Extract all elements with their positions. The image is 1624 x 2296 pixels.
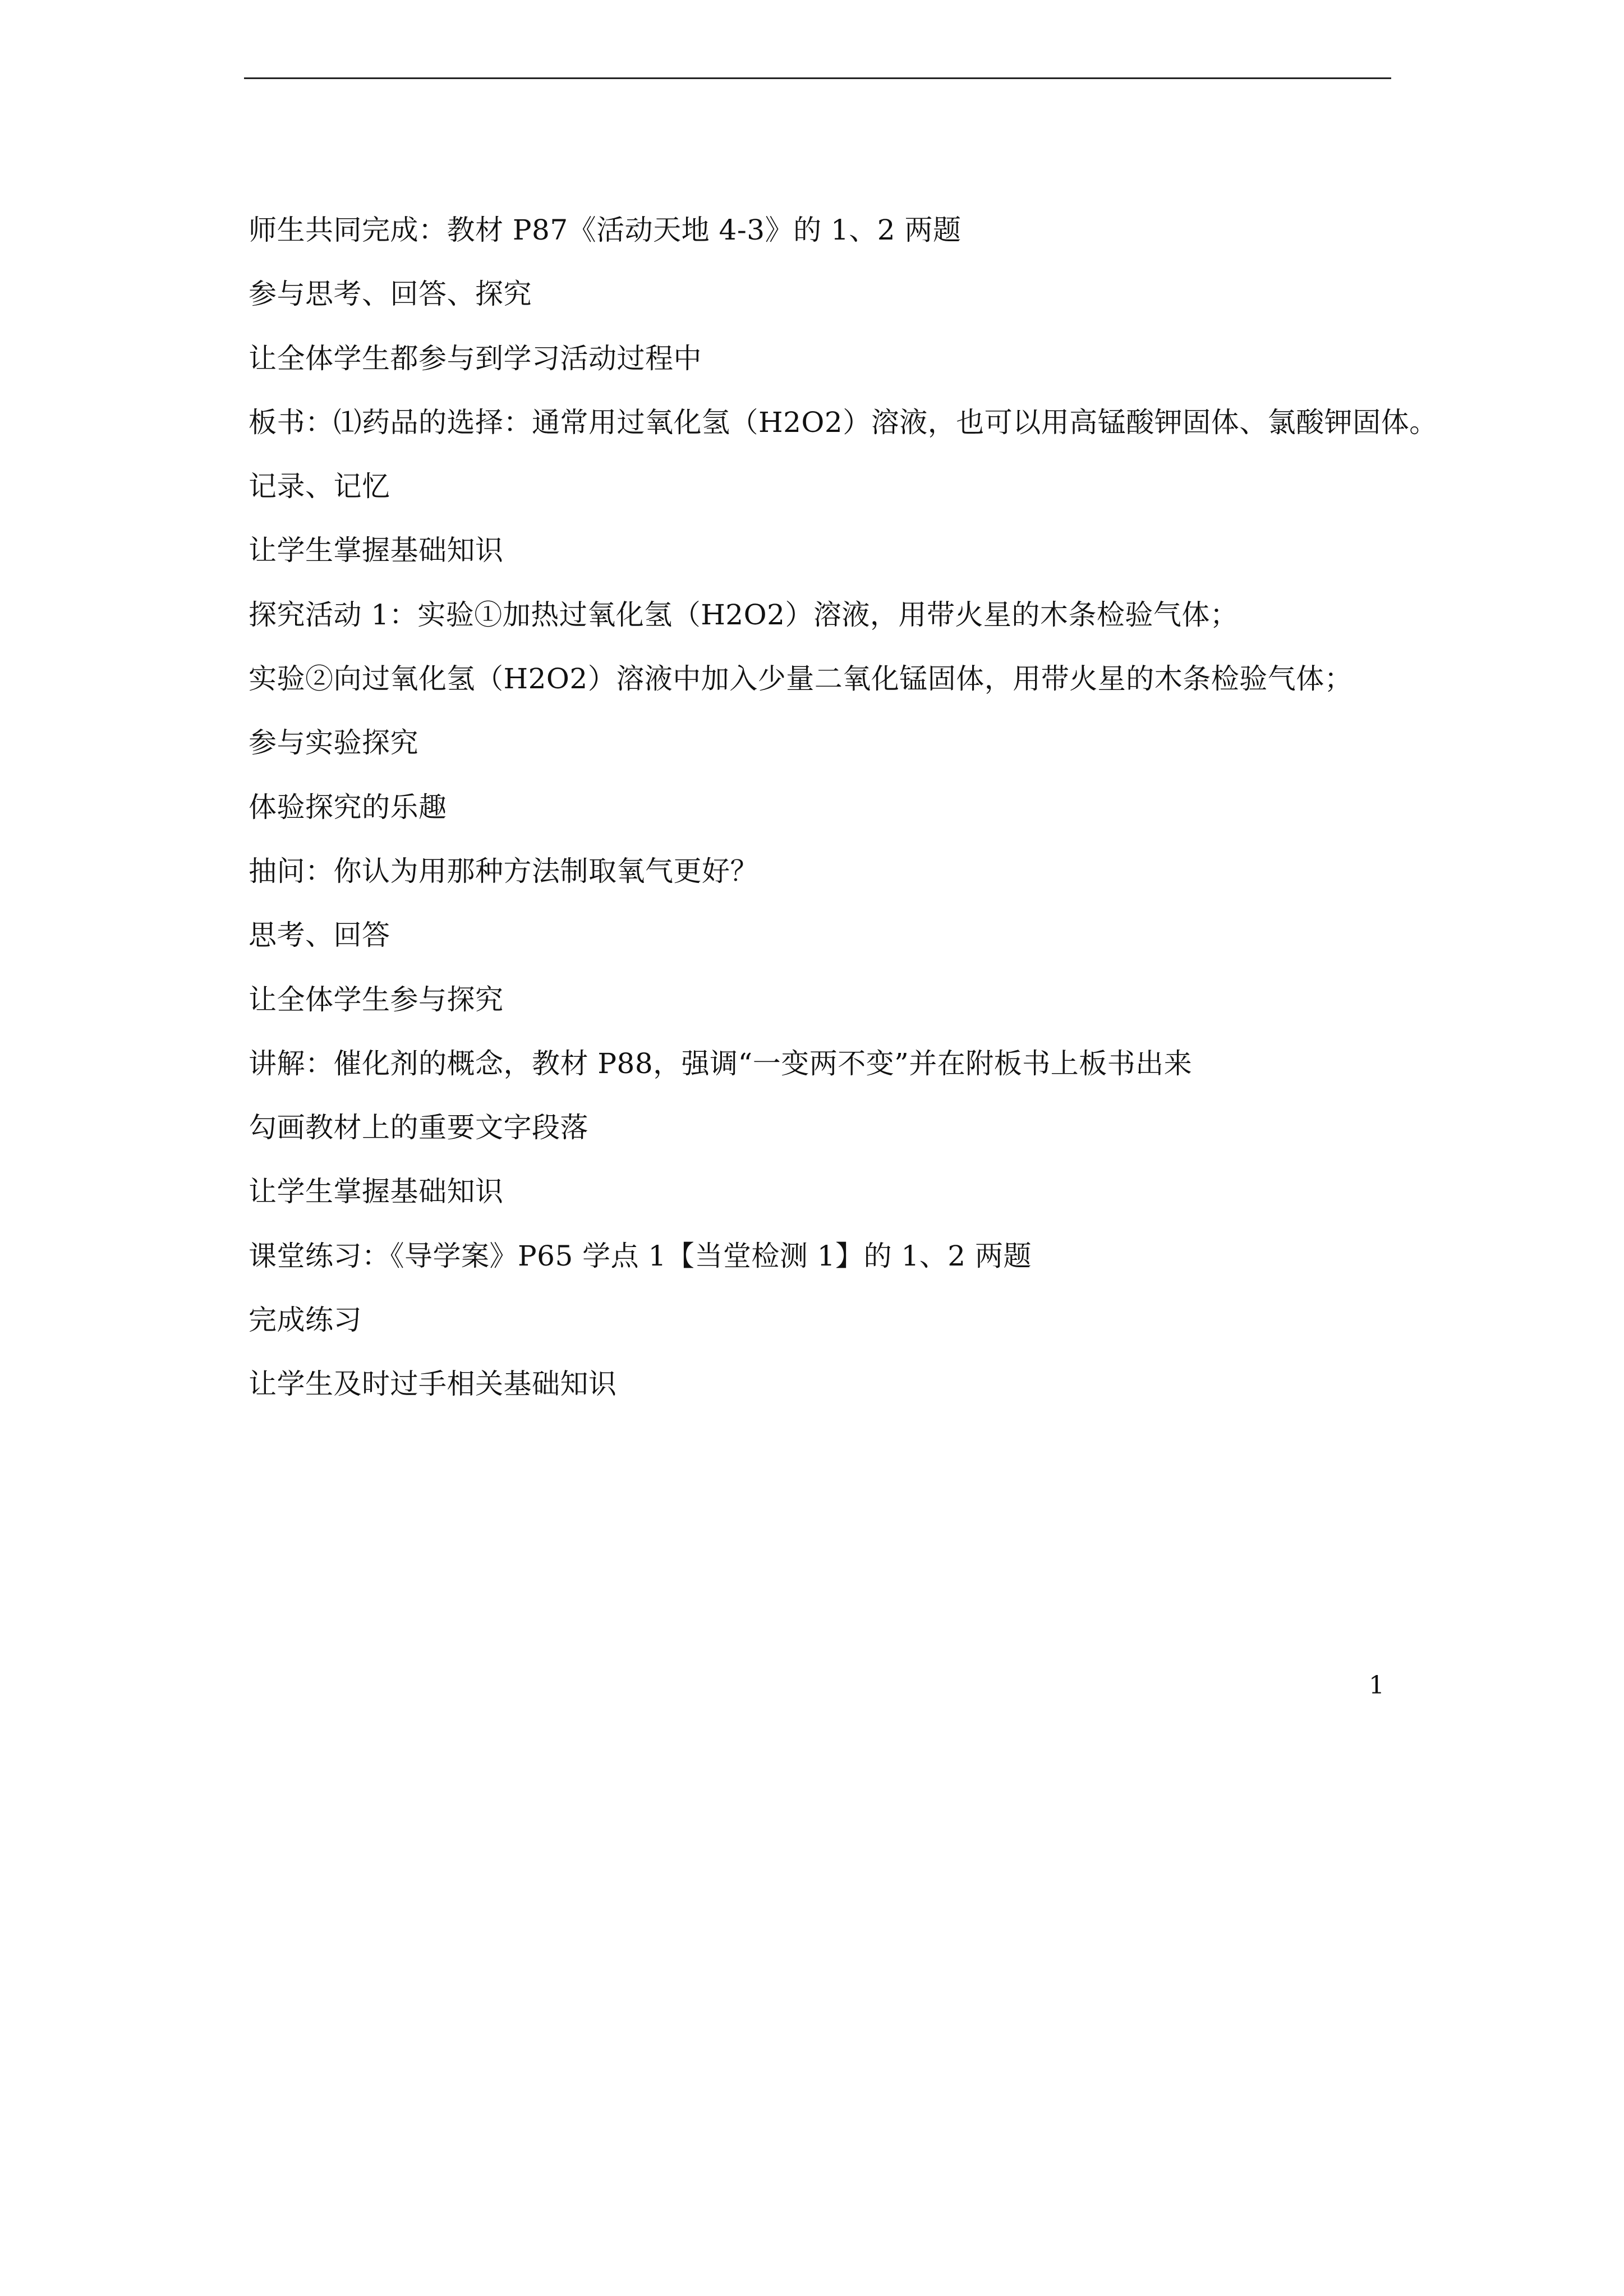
text-line: 实验②向过氧化氢（H2O2）溶液中加入少量二氧化锰固体，用带火星的木条检验气体； bbox=[249, 662, 1353, 696]
text-line: 参与实验探究 bbox=[249, 726, 418, 760]
text-line: 思考、回答 bbox=[249, 919, 390, 952]
text-line: 讲解：催化剂的概念，教材 P88，强调“一变两不变”并在附板书上板书出来 bbox=[249, 1047, 1193, 1080]
text-line: 让学生及时过手相关基础知识 bbox=[249, 1368, 617, 1401]
text-line: 让学生掌握基础知识 bbox=[249, 1175, 504, 1208]
header-rule bbox=[244, 77, 1391, 79]
text-line: 让全体学生都参与到学习活动过程中 bbox=[249, 342, 702, 375]
text-line: 记录、记忆 bbox=[249, 470, 390, 503]
text-line: 参与思考、回答、探究 bbox=[249, 278, 532, 311]
document-body bbox=[249, 212, 1438, 1430]
text-line: 让全体学生参与探究 bbox=[249, 983, 504, 1016]
text-line: 探究活动 1：实验①加热过氧化氢（H2O2）溶液，用带火星的木条检验气体； bbox=[249, 598, 1239, 631]
text-line: 体验探究的乐趣 bbox=[249, 790, 447, 823]
text-line: 勾画教材上的重要文字段落 bbox=[249, 1111, 588, 1144]
text-line: 课堂练习：《导学案》P65 学点 1【当堂检测 1】的 1、2 两题 bbox=[249, 1239, 1032, 1272]
text-line: 板书：⑴药品的选择：通常用过氧化氢（H2O2）溶液，也可以用高锰酸钾固体、氯酸钾固体。 bbox=[249, 406, 1438, 439]
text-line: 完成练习 bbox=[249, 1304, 362, 1337]
text-line: 师生共同完成：教材 P87《活动天地 4-3》的 1、2 两题 bbox=[249, 214, 961, 246]
text-line: 抽问：你认为用那种方法制取氧气更好？ bbox=[249, 854, 758, 887]
text-line: 让学生掌握基础知识 bbox=[249, 534, 504, 567]
page-number: 1 bbox=[1369, 1671, 1384, 1700]
